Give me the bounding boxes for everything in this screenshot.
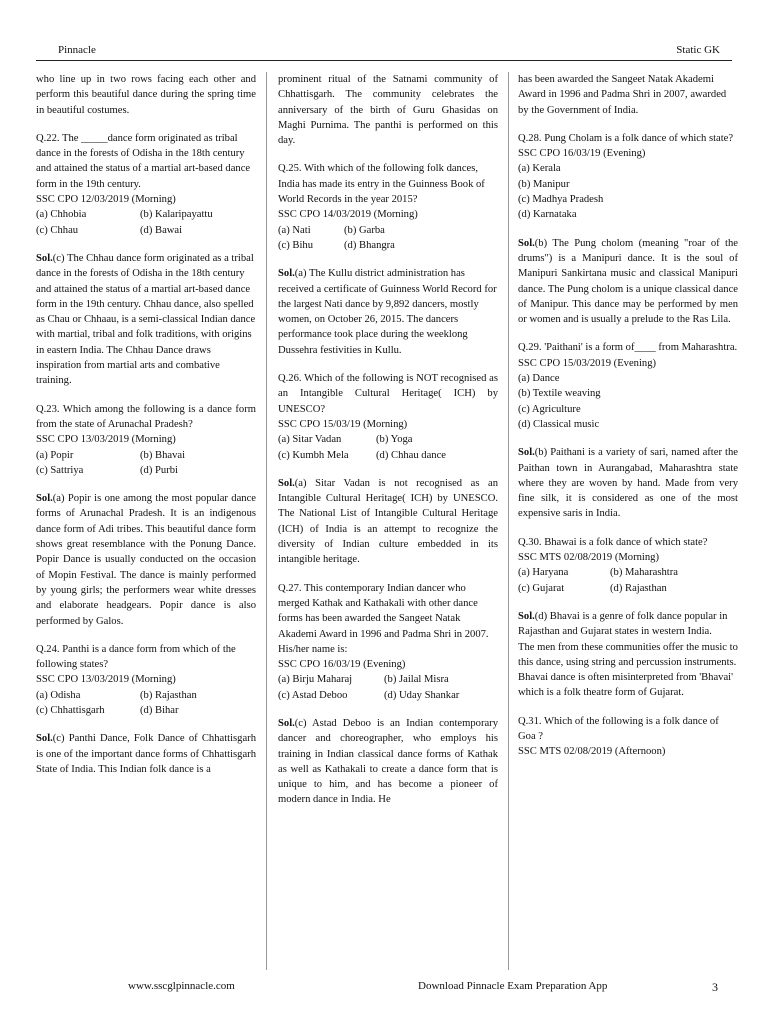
solution bbox=[36, 731, 256, 777]
question-26 bbox=[278, 371, 498, 568]
question-text: Q.30. Bhawai is a folk dance of which state? bbox=[518, 536, 708, 548]
options-row bbox=[36, 463, 256, 478]
solution-text: (c) Astad Deboo is an Indian contemporary dancer and choreographer, who employs his training in Indian classical dance forms of Kathak as well as Kathakali to create a dance form that is unique to him, and has become a pioneer of modern dance in India. He bbox=[278, 717, 498, 806]
question-text: Q.26. Which of the following is NOT recognised as an Intangible Cultural Heritage( ICH) by UNESCO? bbox=[278, 373, 498, 415]
solution-text: (d) Bhavai is a genre of folk dance popular in Rajasthan and Gujarat states in western India. bbox=[518, 610, 728, 638]
option-a: (a) Chhobia bbox=[36, 209, 87, 221]
option-d: (d) Karnataka bbox=[518, 209, 577, 221]
page-body bbox=[36, 72, 736, 972]
column-intro: prominent ritual of the Satnami community of Chhattisgarh. The community celebrates the anniversary of the birth of Guru Ghasidas on Maghi Purnima. The panthi is performed on this day. bbox=[278, 74, 498, 147]
option-b: (b) Textile weaving bbox=[518, 388, 601, 400]
question-25 bbox=[278, 161, 498, 358]
options-row bbox=[278, 238, 498, 253]
solution-label: Sol. bbox=[278, 477, 295, 489]
option-c: (c) Madhya Pradesh bbox=[518, 194, 604, 206]
header-publisher: Pinnacle bbox=[58, 44, 96, 56]
option-a: (a) Sitar Vadan bbox=[278, 434, 342, 446]
column-intro: who line up in two rows facing each other and perform this beautiful dance during the spring time in beautiful costumes. bbox=[36, 74, 256, 116]
option-c: (c) Kumbh Mela bbox=[278, 449, 349, 461]
option-c: (c) Gujarat bbox=[518, 582, 565, 594]
solution bbox=[518, 236, 738, 328]
column-3 bbox=[518, 72, 738, 760]
option-c: (c) Chhau bbox=[36, 224, 79, 236]
option-c: (c) Bihu bbox=[278, 239, 314, 251]
options-row bbox=[36, 223, 256, 238]
options-row bbox=[278, 223, 498, 238]
options-row bbox=[518, 565, 738, 580]
question-27 bbox=[278, 581, 498, 808]
question-text: Q.29. 'Paithani' is a form of____ from Maharashtra. bbox=[518, 342, 738, 354]
option-a: (a) Nati bbox=[278, 224, 311, 236]
solution-label: Sol. bbox=[518, 237, 535, 249]
solution-label: Sol. bbox=[518, 447, 535, 459]
question-23 bbox=[36, 402, 256, 629]
page-header bbox=[58, 34, 720, 56]
options-row bbox=[278, 688, 498, 703]
solution-label: Sol. bbox=[518, 610, 535, 622]
solution bbox=[278, 266, 498, 358]
column-1 bbox=[36, 72, 256, 790]
solution bbox=[278, 476, 498, 568]
options-row bbox=[36, 703, 256, 718]
header-subject: Static GK bbox=[676, 44, 720, 56]
option-b: (b) Jailal Misra bbox=[384, 674, 449, 686]
solution bbox=[36, 491, 256, 629]
question-text: Q.24. Panthi is a dance form from which of the following states? bbox=[36, 643, 236, 671]
option-a: (a) Odisha bbox=[36, 689, 81, 701]
option-c: (c) Agriculture bbox=[518, 403, 581, 415]
question-text: Q.25. With which of the following folk dances, India has made its entry in the Guinness Book of World Records in the year 2015? bbox=[278, 163, 485, 206]
options-row bbox=[36, 207, 256, 222]
option-d: (d) Bhangra bbox=[344, 239, 395, 251]
solution bbox=[518, 609, 738, 640]
question-24 bbox=[36, 642, 256, 777]
option-d: (d) Rajasthan bbox=[610, 582, 667, 594]
solution-text: (c) The Chhau dance form originated as a tribal dance in the forests of Odisha in the 18th century and attained the status of a martial art-based dance form in the 19th century. Chhau dance, also spelled as Chau or Chhaau, is a semi-classical Indian dance with martial, tribal and folk traditions, with origins in eastern India. The Chhau Dance draws inspiration from martial arts and combative training. bbox=[36, 252, 256, 387]
options-row bbox=[36, 688, 256, 703]
question-29 bbox=[518, 340, 738, 521]
option-d: (d) Chhau dance bbox=[376, 449, 447, 461]
options-row bbox=[278, 432, 498, 447]
option-b: (b) Kalaripayattu bbox=[140, 209, 213, 221]
page-number: 3 bbox=[712, 980, 718, 994]
question-text: Q.22. The _____dance form originated as tribal dance in the forests of Odisha in the 18th century and attained the status of a martial art-based dance form in the 19th century. bbox=[36, 132, 251, 190]
header-rule bbox=[36, 60, 732, 61]
option-b: (b) Yoga bbox=[376, 434, 413, 446]
column-2 bbox=[278, 72, 498, 821]
solution-label: Sol. bbox=[36, 733, 53, 745]
option-d: (d) Bawai bbox=[140, 224, 183, 236]
question-30 bbox=[518, 535, 738, 701]
exam-ref: SSC MTS 02/08/2019 (Afternoon) bbox=[518, 746, 666, 758]
option-b: (b) Bhavai bbox=[140, 449, 186, 461]
solution bbox=[518, 445, 738, 521]
option-c: (c) Sattriya bbox=[36, 464, 84, 476]
option-a: (a) Kerala bbox=[518, 163, 561, 175]
solution-label: Sol. bbox=[278, 268, 295, 280]
option-d: (d) Classical music bbox=[518, 418, 600, 430]
question-text: Q.31. Which of the following is a folk dance of Goa ? bbox=[518, 715, 719, 742]
exam-ref: SSC CPO 12/03/2019 (Morning) bbox=[36, 194, 176, 206]
options-row bbox=[278, 448, 498, 463]
question-text: Q.28. Pung Cholam is a folk dance of which state? bbox=[518, 132, 734, 144]
solution-text: (a) Popir is one among the most popular dance forms of Arunachal Pradesh. It is an indigenous dance form of Adi tribes. This beautiful dance form shows great resemblance with the Ponung Dance. Popir Dance is usually conducted on the occasion of Mopin Festival. The dance is mainly performed by young girls; the performers wear white dresses and elaborate headgears. Popir dance is also performed by Galos. bbox=[36, 493, 256, 627]
option-c: (c) Astad Deboo bbox=[278, 689, 348, 701]
options-row bbox=[36, 448, 256, 463]
exam-ref: SSC CPO 15/03/2019 (Evening) bbox=[518, 357, 657, 369]
exam-ref: SSC CPO 16/03/19 (Evening) bbox=[278, 659, 406, 671]
option-b: (b) Rajasthan bbox=[140, 689, 197, 701]
exam-ref: SSC CPO 13/03/2019 (Morning) bbox=[36, 434, 176, 446]
exam-ref: SSC CPO 14/03/2019 (Morning) bbox=[278, 209, 418, 221]
option-d: (d) Uday Shankar bbox=[384, 689, 460, 701]
solution-text: (a) The Kullu district administration has received a certificate of Guinness World Record for the largest Nati dance by 9,892 dancers, mostly women, on October 26, 2015. The dancers performance took place during the weeklong Dussehra festivities in Kullu. bbox=[278, 268, 497, 356]
app-download-text: Download Pinnacle Exam Preparation App bbox=[418, 980, 608, 992]
solution-continued: The men from these communities offer the music to this dance, using string and percussion instruments. Bhavai dance is often misinterpreted from 'Bhavai' which is a folk theatre form of Gujarat. bbox=[518, 641, 738, 699]
solution bbox=[36, 251, 256, 389]
exam-ref: SSC CPO 16/03/19 (Evening) bbox=[518, 148, 646, 160]
options-row bbox=[278, 672, 498, 687]
option-d: (d) Bihar bbox=[140, 704, 179, 716]
option-a: (a) Popir bbox=[36, 449, 74, 461]
option-b: (b) Garba bbox=[344, 224, 385, 236]
exam-ref: SSC CPO 15/03/19 (Morning) bbox=[278, 418, 408, 430]
option-a: (a) Haryana bbox=[518, 567, 569, 579]
question-text: Q.27. This contemporary Indian dancer who merged Kathak and Kathakali with other dance forms has been awarded the Sangeet Natak Akademi Award in 1996 and Padma Shri in 2007. His/her name is: bbox=[278, 582, 489, 655]
exam-ref: SSC MTS 02/08/2019 (Morning) bbox=[518, 552, 659, 564]
options-row bbox=[518, 581, 738, 596]
website-link[interactable]: www.sscglpinnacle.com bbox=[128, 980, 235, 992]
question-31 bbox=[518, 714, 738, 760]
exam-ref: SSC CPO 13/03/2019 (Morning) bbox=[36, 674, 176, 686]
solution-text: (a) Sitar Vadan is not recognised as an Intangible Cultural Heritage( ICH) by UNESCO. The National List of Intangible Cultural Heritage (ICH) of India is an attempt to recognize the diversity of Indian culture embedded in its intangible heritage. bbox=[278, 477, 498, 566]
question-22 bbox=[36, 131, 256, 389]
solution bbox=[278, 716, 498, 808]
question-28 bbox=[518, 131, 738, 328]
option-d: (d) Purbi bbox=[140, 464, 178, 476]
option-c: (c) Chhattisgarh bbox=[36, 704, 105, 716]
option-a: (a) Dance bbox=[518, 373, 560, 385]
page-footer bbox=[36, 980, 732, 996]
solution-label: Sol. bbox=[36, 252, 53, 264]
solution-text: (b) Paithani is a variety of sari, named after the Paithan town in Aurangabad, Maharashtra state where they are woven by hand. Made from very fine silk, it is considered as one of the most expensive saris in India. bbox=[518, 447, 738, 520]
column-intro: has been awarded the Sangeet Natak Akademi Award in 1996 and Padma Shri in 2007, awarded by the Government of India. bbox=[518, 74, 727, 116]
solution-text: (b) The Pung cholom (meaning "roar of the drums") is a Manipuri dance. It is the soul of Manipuri Sankirtana music and classical Manipuri dance. The Pung cholom is a unique classical dance of Manipur. This dance may be performed by men or women and is usually a prelude to the Ras Lila. bbox=[518, 237, 738, 326]
option-a: (a) Birju Maharaj bbox=[278, 674, 353, 686]
option-b: (b) Maharashtra bbox=[610, 567, 678, 579]
solution-label: Sol. bbox=[278, 717, 295, 729]
question-text: Q.23. Which among the following is a dance form from the state of Arunachal Pradesh? bbox=[36, 403, 256, 430]
solution-text: (c) Panthi Dance, Folk Dance of Chhattisgarh is one of the important dance forms of Chhattisgarh State of India. This Indian folk dance is a bbox=[36, 733, 256, 775]
solution-label: Sol. bbox=[36, 493, 53, 505]
option-b: (b) Manipur bbox=[518, 178, 570, 190]
